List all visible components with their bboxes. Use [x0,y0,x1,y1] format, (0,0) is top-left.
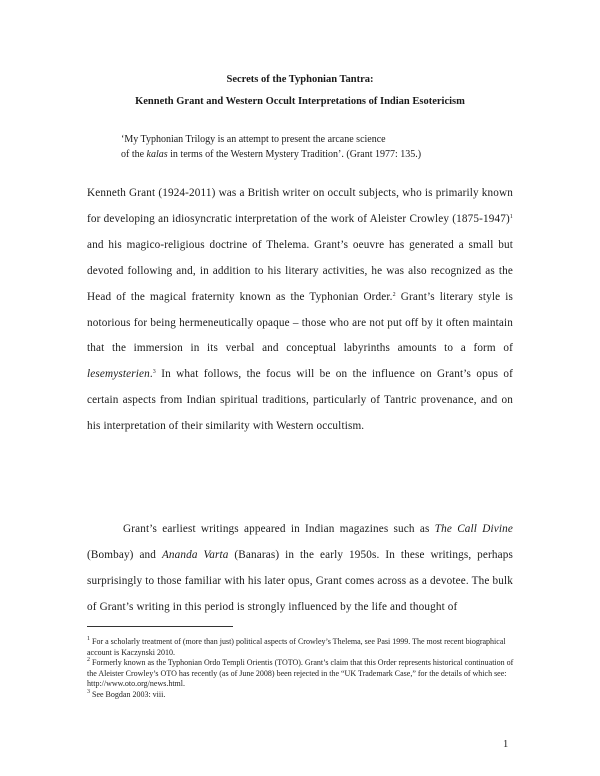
emphasis-ananda-varta: Ananda Varta [161,548,229,561]
paragraph-2: Grant’s earliest writings appeared in Indian magazines such as The Call Divine (Bombay) and Ananda Varta (Banaras) in the early 1950s. In these writings, perhaps surprisingly to those familiar with his later opus, Grant comes across as a devotee. The bulk of Grant’s writing in this period is strongly influenced by the life and thought of [87,523,514,613]
epigraph-line-2: of the kalas in terms of the Western Mystery Tradition’. (Grant 1977: 135.) [121,149,422,160]
footnote-3: $^3$ See Bogdan 2003: viii. [87,689,166,699]
footnote-1: $^1$ For a scholarly treatment of (more than just) political aspects of Crowley’s Thelema, see Pasi 1999. The most recent biographical account is Kaczynski 2010. [87,636,506,657]
page-number: 1 [503,739,509,750]
title-line-2: Kenneth Grant and Western Occult Interpretations of Indian Esotericism [135,96,465,107]
footnote-ref-3[interactable]: 3 [152,369,156,376]
footnote-divider [87,626,233,627]
emphasis-call-divine: The Call Divine [434,523,514,535]
epigraph-emphasis: kalas [146,149,168,160]
footnote-ref-1[interactable]: 1 [509,213,513,220]
footnote-ref-2[interactable]: 2 [392,291,396,298]
title-line-1: Secrets of the Typhonian Tantra: [226,74,374,85]
emphasis-lesemysterien: lesemysterien [87,368,150,381]
epigraph-line-1: ‘My Typhonian Trilogy is an attempt to present the arcane science [121,134,386,145]
paragraph-1: Kenneth Grant (1924-2011) was a British writer on occult subjects, who is primarily known for developing an idiosyncratic interpretation of the work of Aleister Crowley (1875-1947)$^1$ and his magico-religious doctrine of Thelema. Grant’s oeuvre has generated a small but devoted following and, in addition to his literary activities, he was also recognized as the Head of the magical fraternity known as the Typhonian Order.$^2$ Grant’s literary style is notorious for being hermeneutically opaque – those who are not put off by it often maintain that the immersion in its verbal and conceptual labyrinths amounts to a form of lesemysterien.$^3$ In what follows, the focus will be on the influence on Grant’s opus of certain aspects from Indian spiritual traditions, particularly of Tantric provenance, and on his interpretation of their similarity with Western occultism. [87,187,513,433]
footnote-2: $^2$ Formerly known as the Typhonian Ordo Templi Orientis (TOTO). Grant’s claim that this Order represents historical continuation of the Aleister Crowley’s OTO has recently (as of June 2008) been rejected in the “UK Trademark Case,” for the details of which see: http://www.oto.org/news.html. [87,657,514,689]
